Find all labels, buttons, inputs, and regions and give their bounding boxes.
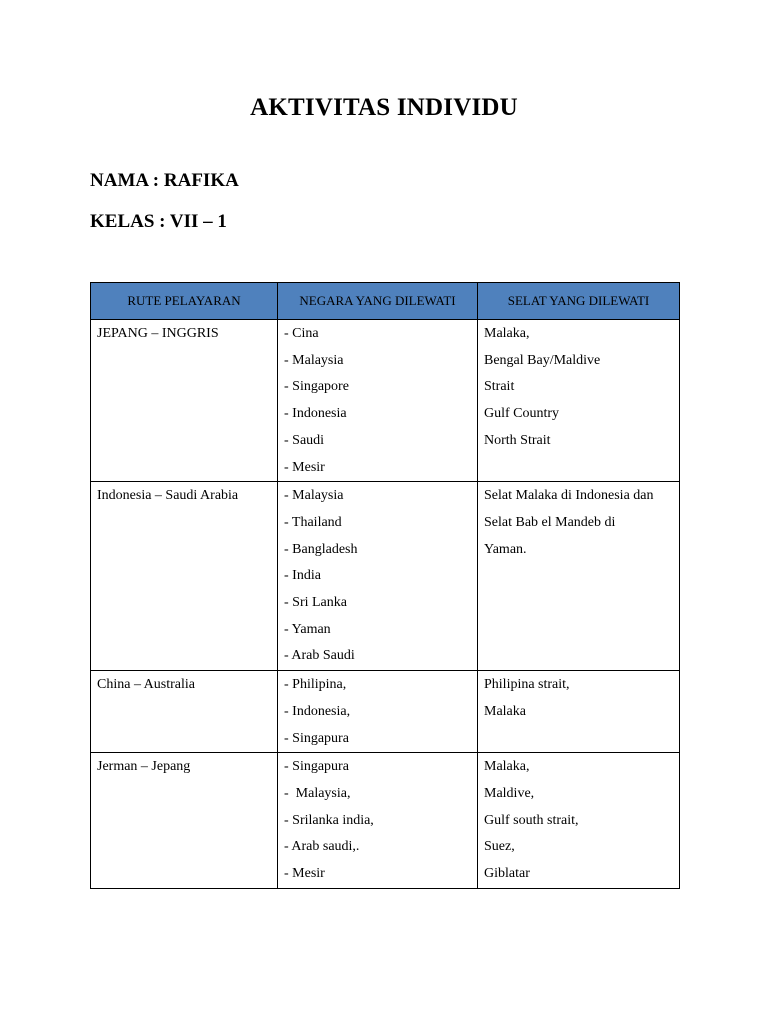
header-route: RUTE PELAYARAN — [91, 283, 278, 320]
strait-item: Gulf south strait, — [484, 812, 579, 828]
country-item: - Indonesia — [284, 406, 347, 422]
country-item: - Yaman — [284, 621, 331, 637]
country-item: - Singapore — [284, 379, 349, 395]
table-row — [91, 671, 680, 753]
strait-item: Yaman. — [484, 541, 527, 557]
route-name: JEPANG – INGGRIS — [97, 326, 219, 341]
country-item: - Singapura — [284, 730, 349, 746]
strait-item: Malaka — [484, 703, 526, 719]
header-straits: SELAT YANG DILEWATI — [478, 283, 680, 320]
countries-cell — [278, 320, 478, 482]
route-cell — [91, 320, 278, 482]
country-item: - Mesir — [284, 459, 325, 475]
countries-cell — [278, 753, 478, 889]
country-item: - Arab saudi,. — [284, 839, 360, 855]
country-item: - Bangladesh — [284, 541, 358, 557]
strait-item: North Strait — [484, 432, 551, 448]
strait-item: Selat Malaka di Indonesia dan — [484, 488, 654, 504]
strait-item: Bengal Bay/Maldive — [484, 352, 601, 368]
table-header-row — [91, 283, 680, 320]
country-item: - Mesir — [284, 866, 325, 882]
strait-item: Philipina strait, — [484, 677, 570, 693]
straits-cell — [478, 482, 680, 671]
route-cell — [91, 671, 278, 753]
student-name: NAMA : RAFIKA — [90, 170, 239, 191]
shipping-routes-table — [90, 282, 680, 889]
route-name: China – Australia — [97, 677, 195, 693]
country-item: - Cina — [284, 326, 319, 341]
straits-cell — [478, 753, 680, 889]
countries-cell — [278, 671, 478, 753]
strait-item: Maldive, — [484, 785, 535, 801]
country-item: - Malaysia, — [284, 785, 351, 801]
route-cell — [91, 482, 278, 671]
country-item: - India — [284, 568, 321, 584]
route-name: Indonesia – Saudi Arabia — [97, 488, 239, 504]
strait-item: Strait — [484, 379, 515, 395]
country-item: - Singapura — [284, 759, 349, 775]
country-item: - Saudi — [284, 432, 325, 448]
strait-item: Giblatar — [484, 866, 530, 882]
strait-item: Selat Bab el Mandeb di — [484, 514, 616, 530]
header-countries: NEGARA YANG DILEWATI — [278, 283, 478, 320]
country-item: - Arab Saudi — [284, 648, 355, 664]
page-title: AKTIVITAS INDIVIDU — [250, 94, 518, 121]
straits-cell — [478, 671, 680, 753]
country-item: - Thailand — [284, 514, 342, 530]
route-cell — [91, 753, 278, 889]
student-class: KELAS : VII – 1 — [90, 211, 227, 232]
strait-item: Gulf Country — [484, 406, 560, 422]
country-item: - Sri Lanka — [284, 595, 347, 611]
table-row — [91, 320, 680, 482]
strait-item: Malaka, — [484, 759, 530, 775]
country-item: - Malaysia — [284, 352, 344, 368]
country-item: - Philipina, — [284, 677, 347, 693]
strait-item: Suez, — [484, 839, 515, 855]
country-item: - Malaysia — [284, 488, 344, 504]
country-item: - Srilanka india, — [284, 812, 374, 828]
table-row — [91, 753, 680, 889]
route-name: Jerman – Jepang — [97, 759, 191, 775]
straits-cell — [478, 320, 680, 482]
table-row — [91, 482, 680, 671]
countries-cell — [278, 482, 478, 671]
country-item: - Indonesia, — [284, 703, 351, 719]
strait-item: Malaka, — [484, 326, 530, 341]
